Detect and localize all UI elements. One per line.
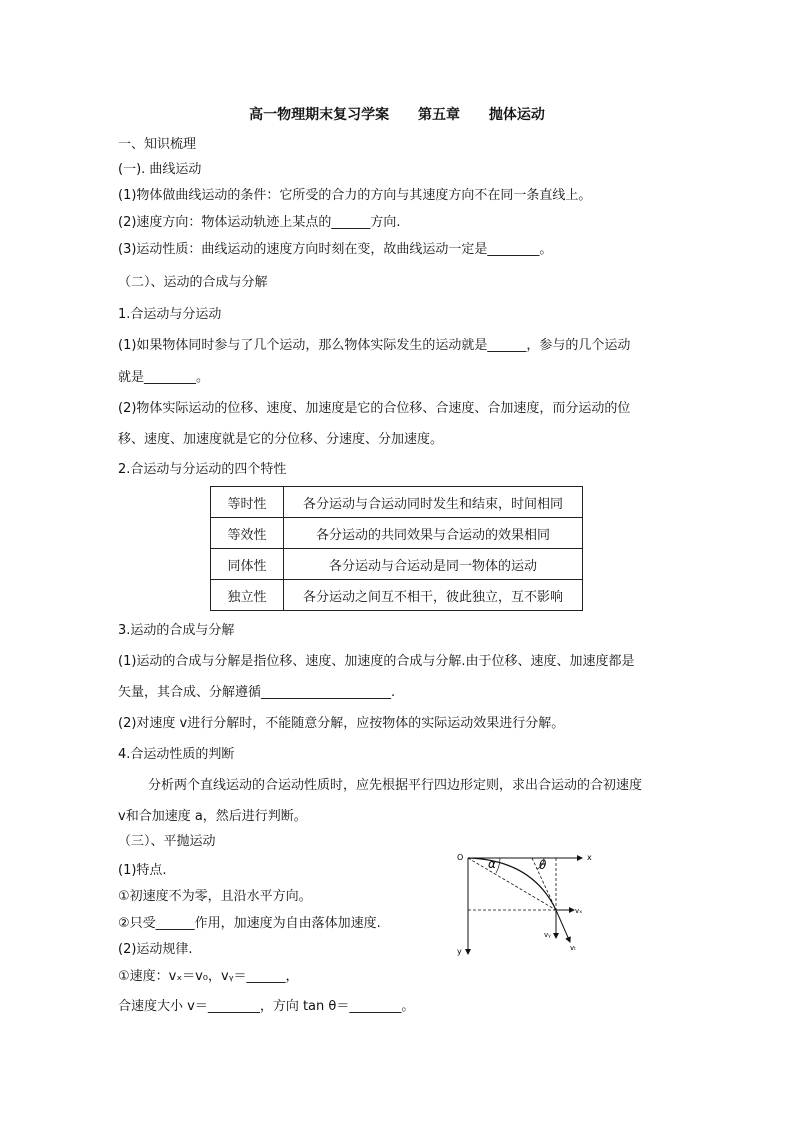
- alpha-arc: [496, 858, 500, 873]
- vx-label: vₓ: [575, 907, 583, 915]
- title-course: 高一物理期末复习学案: [249, 107, 390, 123]
- table-value: 各分运动之间互不相干，彼此独立，互不影响: [284, 580, 583, 611]
- theta-label: θ: [539, 858, 547, 872]
- table-row: [211, 518, 583, 549]
- table-value: 各分运动与合运动同时发生和结束，时间相同: [284, 487, 583, 518]
- properties-table: [210, 486, 583, 611]
- vy-label: vᵧ: [544, 931, 551, 939]
- paragraph: ①初速度不为零，且沿水平方向。: [118, 889, 312, 904]
- paragraph: ①速度：vₓ＝v₀，vᵧ＝______，: [118, 969, 299, 984]
- paragraph: (2)物体实际运动的位移、速度、加速度是它的合位移、合速度、合加速度，而分运动的位: [118, 401, 631, 416]
- paragraph: 移、速度、加速度就是它的分位移、分速度、分加速度。: [118, 432, 444, 447]
- section-heading: 一、知识梳理: [118, 137, 197, 152]
- table-key: 等时性: [211, 487, 284, 518]
- item-heading: 1.合运动与分运动: [118, 307, 222, 322]
- paragraph: (2)速度方向：物体运动轨迹上某点的______方向.: [118, 215, 401, 230]
- paragraph: (2)对速度 v进行分解时，不能随意分解，应按物体的实际运动效果进行分解。: [118, 716, 565, 731]
- page-title: [0, 104, 794, 124]
- y-axis-label: y: [457, 947, 462, 956]
- table-key: 等效性: [211, 518, 284, 549]
- paragraph: 合速度大小 v＝________，方向 tan θ＝________。: [118, 999, 415, 1014]
- paragraph: (3)运动性质：曲线运动的速度方向时刻在变，故曲线运动一定是________。: [118, 242, 553, 257]
- table-row: [211, 580, 583, 611]
- title-chapter: 第五章: [418, 107, 460, 123]
- item-heading: 4.合运动性质的判断: [118, 747, 235, 762]
- table-value: 各分运动与合运动是同一物体的运动: [284, 549, 583, 580]
- paragraph: (1)特点.: [118, 863, 167, 878]
- vt-vector: [556, 910, 570, 942]
- table-value: 各分运动的共同效果与合运动的效果相同: [284, 518, 583, 549]
- paragraph: 分析两个直线运动的合运动性质时，应先根据平行四边形定则，求出合运动的合初速度: [148, 778, 643, 793]
- table-key: 独立性: [211, 580, 284, 611]
- paragraph: (1)运动的合成与分解是指位移、速度、加速度的合成与分解.由于位移、速度、加速度都是: [118, 654, 635, 669]
- projectile-diagram: [448, 846, 598, 956]
- item-heading: 2.合运动与分运动的四个特性: [118, 462, 287, 477]
- title-topic: 抛体运动: [488, 107, 545, 123]
- table-key: 同体性: [211, 549, 284, 580]
- paragraph: (1)如果物体同时参与了几个运动，那么物体实际发生的运动就是______，参与的几个运动: [118, 338, 631, 353]
- table-row: [211, 487, 583, 518]
- subsection-curve: (一). 曲线运动: [118, 162, 202, 177]
- alpha-label: α: [488, 857, 496, 871]
- vt-label: vₜ: [570, 944, 577, 952]
- origin-label: O: [457, 853, 464, 862]
- subsection-projectile: （三）、平抛运动: [118, 834, 216, 849]
- paragraph: (1)物体做曲线运动的条件：它所受的合力的方向与其速度方向不在同一条直线上。: [118, 188, 592, 203]
- item-heading: 3.运动的合成与分解: [118, 623, 235, 638]
- paragraph: 矢量，其合成、分解遵循____________________.: [118, 685, 396, 700]
- subsection-compose: （二）、运动的合成与分解: [118, 275, 268, 290]
- paragraph: 就是________。: [118, 370, 210, 385]
- paragraph: ②只受______作用，加速度为自由落体加速度.: [118, 916, 381, 931]
- paragraph: (2)运动规律.: [118, 942, 193, 957]
- paragraph: v和合加速度 a，然后进行判断。: [118, 809, 307, 824]
- table-row: [211, 549, 583, 580]
- x-axis-label: x: [587, 853, 592, 862]
